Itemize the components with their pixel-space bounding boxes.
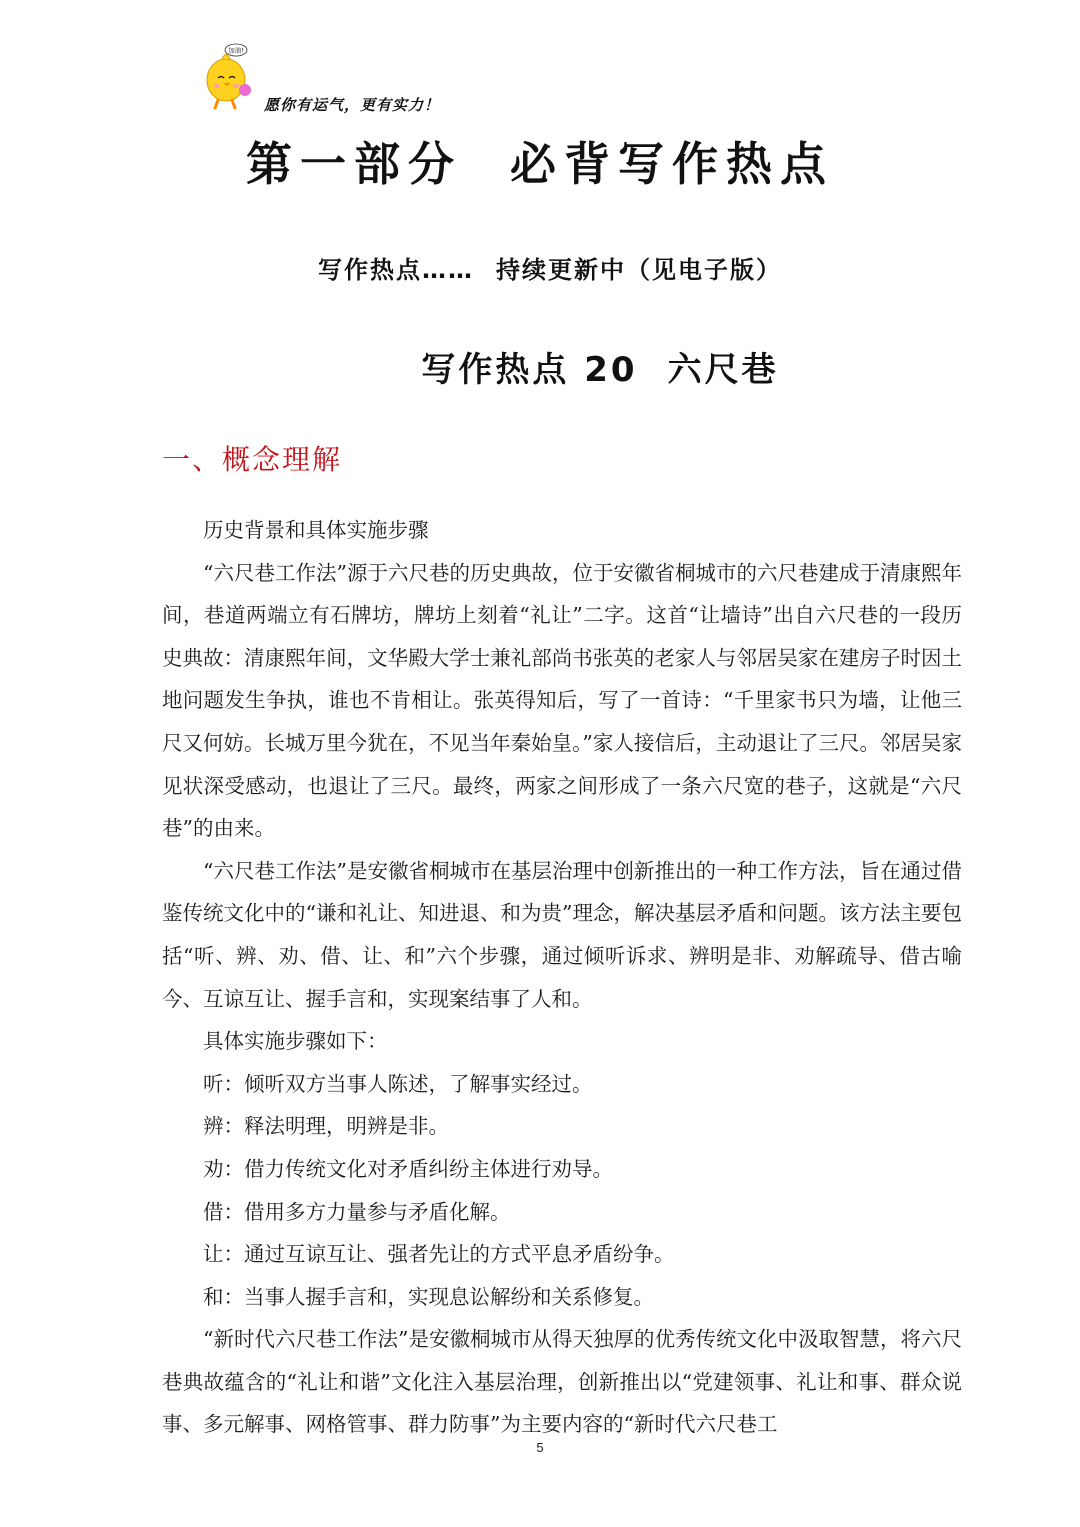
step-item: 辨：释法明理，明辨是非。 xyxy=(203,1114,449,1139)
step-item: 听：倾听双方当事人陈述，了解事实经过。 xyxy=(203,1071,593,1096)
motto-text: 愿你有运气，更有实力！ xyxy=(264,96,441,114)
part-title xyxy=(0,128,1080,194)
step-item: 让：通过互谅互让、强者先让的方式平息矛盾纷争。 xyxy=(203,1242,675,1267)
topic-number: 写作热点 20 xyxy=(421,350,638,390)
paragraph-subheading: 历史背景和具体实施步骤 xyxy=(203,518,429,542)
sub-title-left: 写作热点…… xyxy=(318,256,474,284)
part-name: 必背写作热点 xyxy=(510,137,834,191)
sub-title xyxy=(0,250,1080,285)
step-item: 和：当事人握手言和，实现息讼解纷和关系修复。 xyxy=(203,1284,654,1309)
logo-badge-text: 加油! xyxy=(228,46,244,55)
body-text xyxy=(162,509,962,1446)
step-item: 劝：借力传统文化对矛盾纠纷主体进行劝导。 xyxy=(203,1156,613,1181)
paragraph-new-era: “新时代六尺巷工作法”是安徽桐城市从得天独厚的优秀传统文化中汲取智慧，将六尺巷典故蕴含的“礼让和谐”文化注入基层治理，创新推出以“党建领事、礼让和事、群众说事、多元解事、网格管事、群力防事”为主要内容的“新时代六尺巷工 xyxy=(162,1327,962,1437)
part-label: 第一部分 xyxy=(246,137,462,191)
topic-title xyxy=(0,342,1080,391)
paragraph-history: “六尺巷工作法”源于六尺巷的历史典故，位于安徽省桐城市的六尺巷建成于清康熙年间，巷道两端立有石牌坊，牌坊上刻着“礼让”二字。这首“让墙诗”出自六尺巷的一段历史典故：清康熙年间，文华殿大学士兼礼部尚书张英的老家人与邻居吴家在建房子时因土地问题发生争执，谁也不肯相让。张英得知后，写了一首诗：“千里家书只为墙，让他三尺又何妨。长城万里今犹在，不见当年秦始皇。”家人接信后，主动退让了三尺。邻居吴家见状深受感动，也退让了三尺。最终，两家之间形成了一条六尺宽的巷子，这就是“六尺巷”的由来。 xyxy=(162,560,962,841)
paragraph-method: “六尺巷工作法”是安徽省桐城市在基层治理中创新推出的一种工作方法，旨在通过借鉴传统文化中的“谦和礼让、知进退、和为贵”理念，解决基层矛盾和问题。该方法主要包括“听、辨、劝、借、让、和”六个步骤，通过倾听诉求、辨明是非、劝解疏导、借古喻今、互谅互让、握手言和，实现案结事了人和。 xyxy=(162,858,962,1011)
paragraph-steps-intro: 具体实施步骤如下： xyxy=(203,1029,388,1054)
page-number: 5 xyxy=(536,1440,544,1455)
chick-mascot-icon xyxy=(196,40,260,112)
sub-title-right: 持续更新中（见电子版） xyxy=(496,256,782,284)
section-heading: 一、概念理解 xyxy=(162,443,343,476)
step-item: 借：借用多方力量参与矛盾化解。 xyxy=(203,1199,511,1224)
topic-name: 六尺巷 xyxy=(667,350,779,390)
